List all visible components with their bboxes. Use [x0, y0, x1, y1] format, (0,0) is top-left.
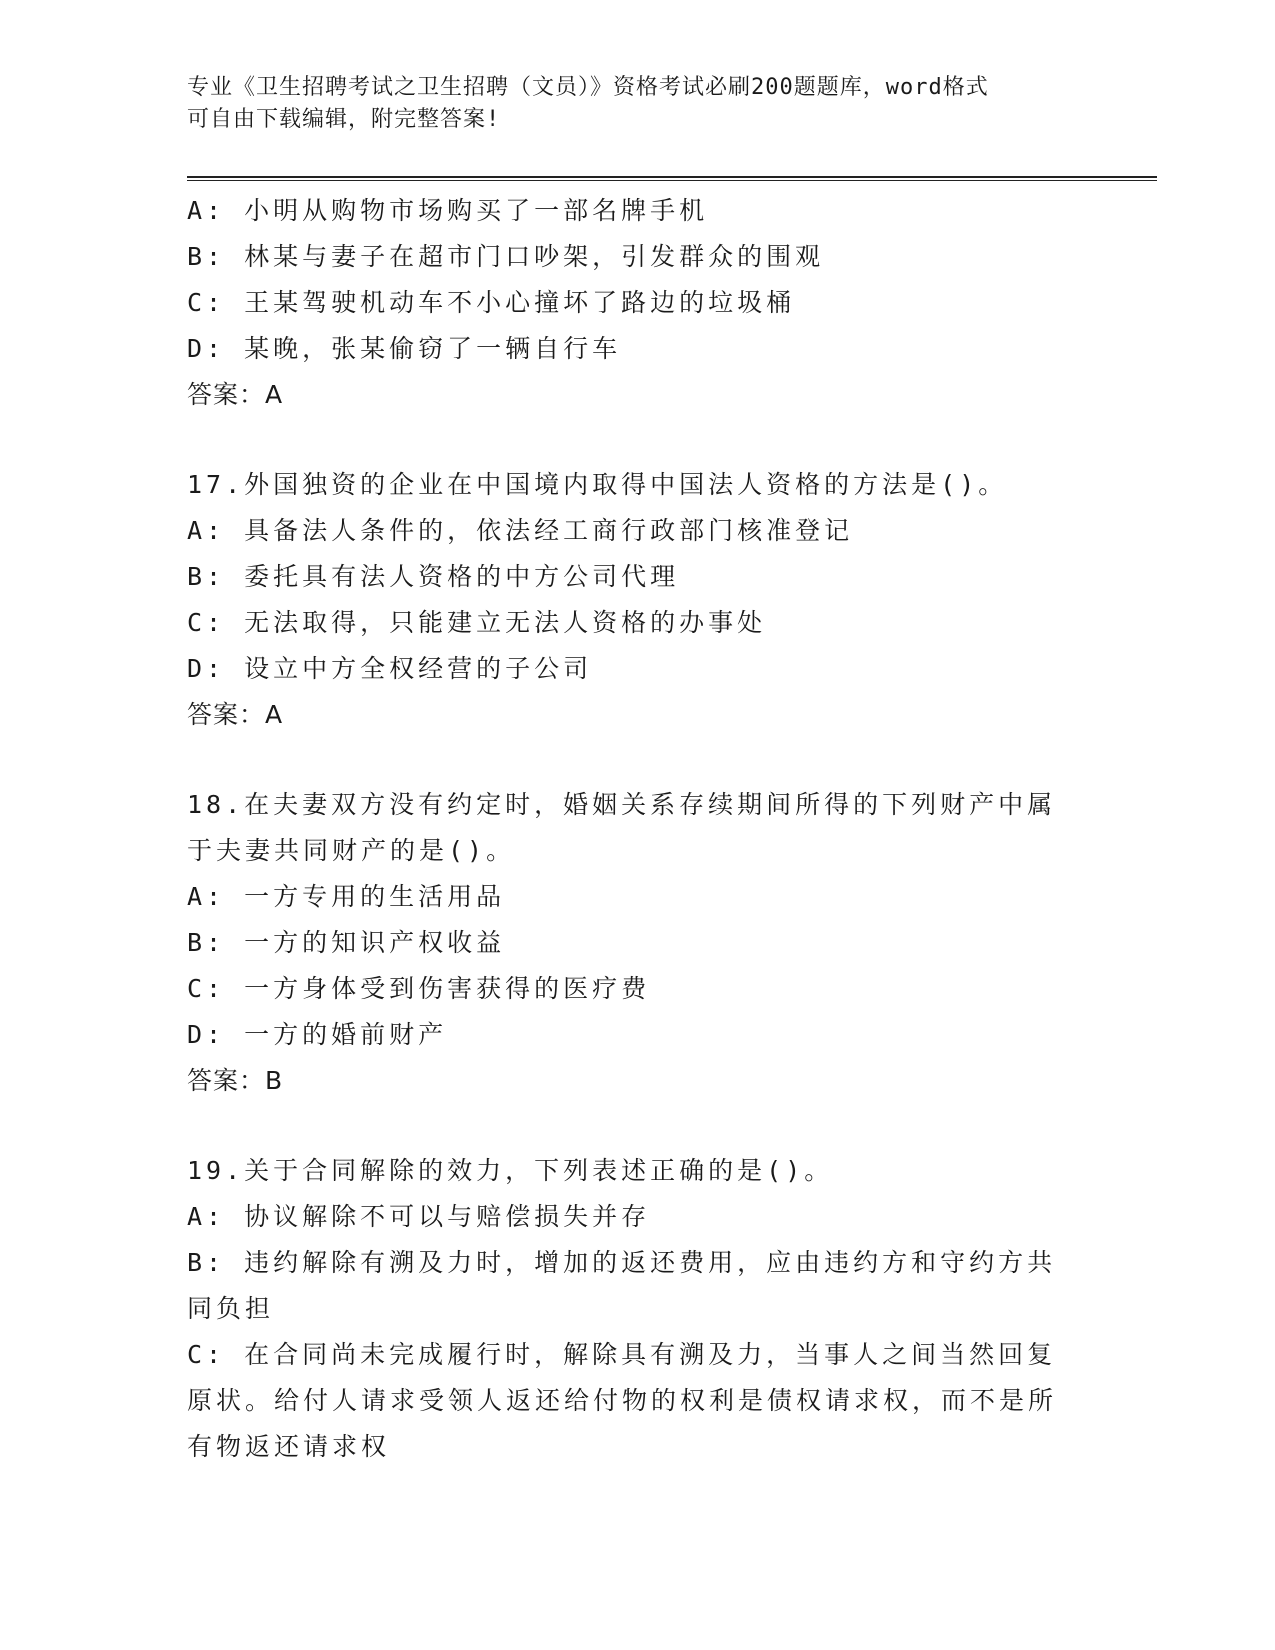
answer-text: 答案：B: [187, 1066, 284, 1095]
option-b: B: 一方的知识产权收益: [187, 928, 506, 957]
header-line-1: 专业《卫生招聘考试之卫生招聘（文员）》资格考试必刷200题题库，word格式: [187, 75, 989, 100]
option-c: C: 在合同尚未完成履行时，解除具有溯及力，当事人之间当然回复原状。给付人请求受领人返还给付物的权利是债权请求权，而不是所有物返还请求权: [187, 1340, 1058, 1461]
question-text: 17.外国独资的企业在中国境内取得中国法人资格的方法是()。: [187, 470, 1008, 499]
question-block-17: [187, 462, 1087, 738]
option-c: C: 王某驾驶机动车不小心撞坏了路边的垃圾桶: [187, 288, 796, 317]
question-block-16: [187, 188, 1087, 418]
option-d: D: 设立中方全权经营的子公司: [187, 654, 593, 683]
question-block-19: [187, 1148, 1087, 1470]
option-c: C: 一方身体受到伤害获得的医疗费: [187, 974, 651, 1003]
question-list: [187, 188, 1087, 1470]
option-b: B: 违约解除有溯及力时，增加的返还费用，应由违约方和守约方共同负担: [187, 1248, 1057, 1323]
option-d: D: 一方的婚前财产: [187, 1020, 448, 1049]
spacer: [187, 738, 1087, 782]
header-divider: [187, 176, 1157, 181]
option-a: A: 具备法人条件的，依法经工商行政部门核准登记: [187, 516, 854, 545]
spacer: [187, 418, 1087, 462]
option-a: A: 一方专用的生活用品: [187, 882, 506, 911]
option-d: D: 某晚，张某偷窃了一辆自行车: [187, 334, 622, 363]
option-b: B: 林某与妻子在超市门口吵架，引发群众的围观: [187, 242, 825, 271]
question-text: 18.在夫妻双方没有约定时，婚姻关系存续期间所得的下列财产中属于夫妻共同财产的是()。: [187, 790, 1057, 865]
spacer: [187, 1104, 1087, 1148]
option-a: A: 小明从购物市场购买了一部名牌手机: [187, 196, 709, 225]
header-line-2: 可自由下载编辑，附完整答案!: [187, 107, 501, 132]
question-text: 19.关于合同解除的效力，下列表述正确的是()。: [187, 1156, 834, 1185]
answer-text: 答案：A: [187, 380, 284, 409]
question-block-18: [187, 782, 1087, 1104]
answer-text: 答案：A: [187, 700, 284, 729]
option-a: A: 协议解除不可以与赔偿损失并存: [187, 1202, 651, 1231]
page-header: [187, 72, 1067, 136]
option-c: C: 无法取得，只能建立无法人资格的办事处: [187, 608, 767, 637]
option-b: B: 委托具有法人资格的中方公司代理: [187, 562, 680, 591]
